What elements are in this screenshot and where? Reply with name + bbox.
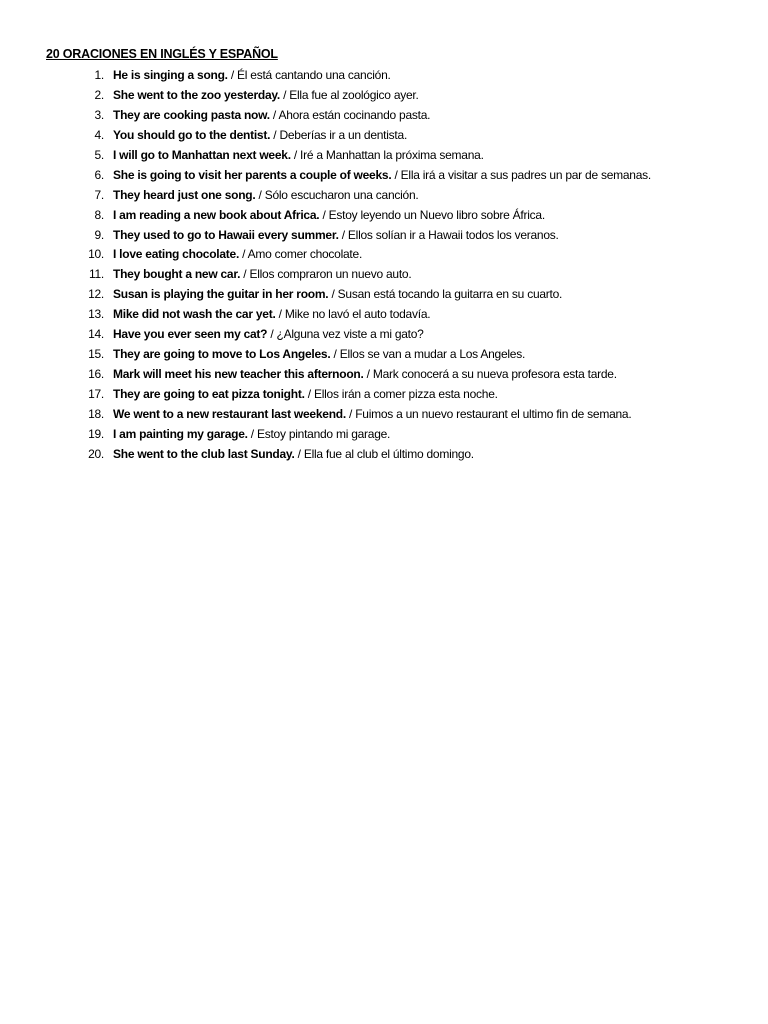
item-text [113, 66, 391, 86]
item-text [113, 305, 430, 325]
separator: / [294, 446, 304, 461]
spanish-sentence: Ella fue al zoológico ayer. [289, 87, 419, 102]
item-number: 10. [88, 247, 104, 262]
item-text [113, 365, 617, 385]
english-sentence: I will go to Manhattan next week. [113, 147, 291, 162]
separator: / [239, 247, 248, 262]
separator: / [275, 307, 285, 322]
separator: / [279, 87, 290, 102]
spanish-sentence: Susan está tocando la guitarra en su cuarto. [337, 287, 563, 302]
item-number: 16. [88, 367, 104, 382]
english-sentence: He is singing a song. [113, 68, 228, 82]
item-number: 8. [94, 207, 104, 222]
spanish-sentence: Ellos compraron un nuevo auto. [249, 267, 412, 282]
spanish-sentence: Sólo escucharon una canción. [264, 187, 419, 202]
separator: / [227, 68, 238, 82]
separator: / [319, 207, 329, 222]
page-title: 20 ORACIONES EN INGLÉS Y ESPAÑOL [46, 47, 278, 61]
spanish-sentence: Estoy leyendo un Nuevo libro sobre África. [328, 207, 545, 222]
item-number: 2. [94, 87, 104, 102]
spanish-sentence: Amo comer chocolate. [247, 247, 363, 262]
spanish-sentence: Mark conocerá a su nueva profesora esta tarde. [372, 367, 617, 382]
english-sentence: Have you ever seen my cat? [113, 327, 268, 342]
item-number: 9. [94, 227, 104, 242]
item-number: 6. [94, 167, 104, 182]
english-sentence: I love eating chocolate. [113, 247, 240, 262]
english-sentence: She went to the club last Sunday. [113, 446, 295, 461]
spanish-sentence: Estoy pintando mi garage. [256, 426, 391, 441]
item-text [113, 126, 407, 146]
spanish-sentence: Ella fue al club el último domingo. [303, 446, 474, 461]
separator: / [247, 426, 257, 441]
item-text [113, 186, 418, 206]
item-number: 3. [94, 107, 104, 122]
item-number: 17. [88, 387, 104, 401]
separator: / [338, 227, 348, 242]
english-sentence: Susan is playing the guitar in her room. [113, 287, 329, 302]
separator: / [391, 167, 401, 182]
spanish-sentence: Ellos solían ir a Hawaii todos los veranos. [347, 227, 559, 242]
item-text [113, 425, 390, 445]
item-number: 1. [94, 68, 104, 82]
item-text [113, 445, 474, 465]
item-number: 18. [88, 406, 104, 421]
separator: / [328, 287, 338, 302]
spanish-sentence: Ellos irán a comer pizza esta noche. [313, 387, 498, 401]
spanish-sentence: Él está cantando una canción. [237, 68, 391, 82]
separator: / [330, 347, 340, 362]
item-text [113, 245, 362, 265]
separator: / [304, 387, 314, 401]
separator: / [269, 107, 279, 122]
separator: / [290, 147, 301, 162]
item-number: 20. [88, 446, 104, 461]
english-sentence: She went to the zoo yesterday. [113, 87, 280, 102]
english-sentence: I am reading a new book about Africa. [113, 207, 320, 222]
item-text [113, 405, 631, 425]
spanish-sentence: Ella irá a visitar a sus padres un par de semanas. [400, 167, 651, 182]
english-sentence: They are cooking pasta now. [113, 107, 270, 122]
separator: / [363, 367, 373, 382]
separator: / [240, 267, 250, 282]
item-number: 19. [88, 426, 104, 441]
english-sentence: They heard just one song. [113, 187, 256, 202]
english-sentence: Mark will meet his new teacher this afternoon. [113, 367, 364, 382]
item-number: 4. [94, 127, 104, 142]
spanish-sentence: Iré a Manhattan la próxima semana. [300, 147, 484, 162]
english-sentence: They are going to eat pizza tonight. [113, 387, 305, 401]
english-sentence: We went to a new restaurant last weekend. [113, 406, 346, 421]
english-sentence: They used to go to Hawaii every summer. [113, 227, 339, 242]
english-sentence: I am painting my garage. [113, 426, 248, 441]
item-text [113, 166, 651, 186]
item-text [113, 385, 498, 405]
item-text [113, 146, 484, 166]
item-text [113, 265, 411, 285]
separator: / [345, 406, 356, 421]
item-text [113, 106, 430, 126]
item-number: 12. [88, 287, 104, 302]
english-sentence: You should go to the dentist. [113, 127, 271, 142]
english-sentence: She is going to visit her parents a couple of weeks. [113, 167, 392, 182]
item-text [113, 86, 419, 106]
item-number: 5. [94, 147, 104, 162]
item-number: 11. [88, 267, 104, 282]
english-sentence: They are going to move to Los Angeles. [113, 347, 331, 362]
item-text [113, 345, 525, 365]
spanish-sentence: Fuimos a un nuevo restaurant el ultimo fin de semana. [355, 406, 632, 421]
english-sentence: They bought a new car. [113, 267, 241, 282]
spanish-sentence: Ellos se van a mudar a Los Angeles. [339, 347, 526, 362]
item-text [113, 226, 559, 246]
separator: / [255, 187, 265, 202]
item-text [113, 206, 545, 226]
spanish-sentence: ¿Alguna vez viste a mi gato? [276, 327, 424, 342]
item-number: 14. [88, 327, 104, 342]
separator: / [270, 127, 280, 142]
item-text [113, 325, 424, 345]
spanish-sentence: Ahora están cocinando pasta. [278, 107, 431, 122]
item-number: 13. [88, 307, 104, 322]
english-sentence: Mike did not wash the car yet. [113, 307, 276, 322]
item-text [113, 285, 562, 305]
item-number: 7. [94, 187, 104, 202]
separator: / [267, 327, 277, 342]
spanish-sentence: Deberías ir a un dentista. [279, 127, 408, 142]
item-number: 15. [88, 347, 104, 362]
spanish-sentence: Mike no lavó el auto todavía. [284, 307, 431, 322]
